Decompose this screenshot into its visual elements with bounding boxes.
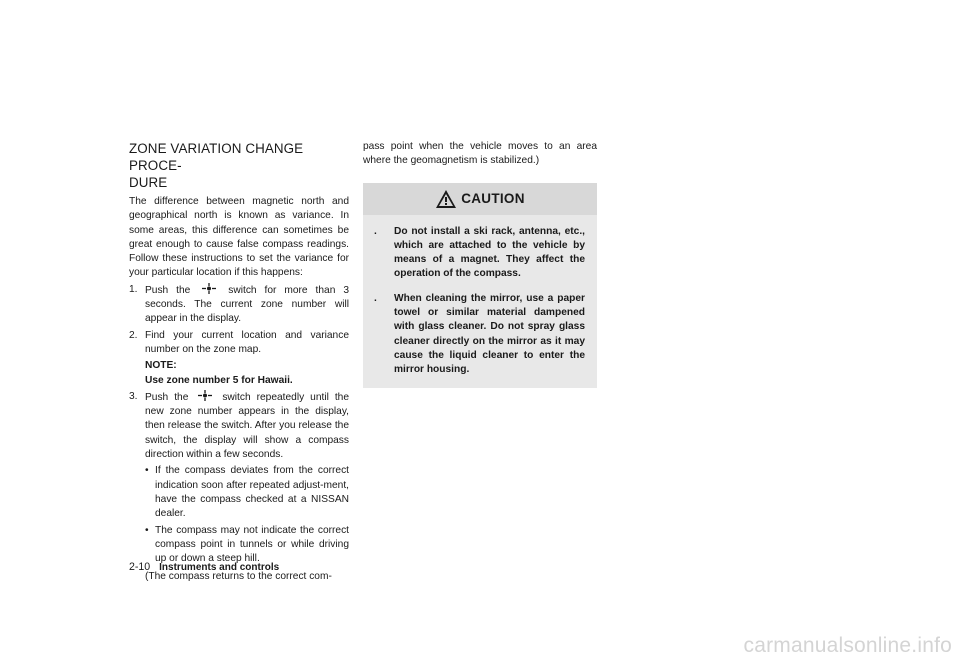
right-column <box>363 140 597 388</box>
step-text-before: Push the <box>145 391 189 403</box>
bullet-text: If the compass deviates from the correct indication soon after repeated adjust-ment, have the compass checked at a NISSAN dealer. <box>155 465 349 520</box>
step-text-before: Push the <box>145 284 191 296</box>
caution-bullet: . <box>374 225 377 237</box>
bullet-dot: • <box>145 524 149 536</box>
caution-header <box>363 183 597 215</box>
page-number: 2-10 <box>129 561 151 573</box>
step-number: 1. <box>129 283 138 295</box>
page-footer <box>129 561 279 573</box>
left-column <box>129 140 349 585</box>
step-text-after: switch for more than 3 seconds. The current zone number will appear in the display. <box>145 284 349 325</box>
step-2 <box>129 329 349 358</box>
bullet-item <box>145 524 349 567</box>
bullet-dot: • <box>145 465 149 477</box>
step-3 <box>129 390 349 462</box>
bullet-text: The compass may not indicate the correct compass point in tunnels or while driving up or down a steep hill. <box>155 524 349 565</box>
caution-item <box>374 225 585 282</box>
bullet-item <box>145 464 349 521</box>
caution-box <box>363 183 597 388</box>
step-text <box>145 390 349 462</box>
section-title-line1: ZONE VARIATION CHANGE PROCE- <box>129 141 304 173</box>
warning-triangle-icon <box>435 189 457 209</box>
step-text <box>145 283 349 327</box>
paren-note-end: pass point when the vehicle moves to an area where the geomagnetism is stabilized.) <box>363 141 597 167</box>
paren-note-start: (The compass returns to the correct com- <box>145 571 332 583</box>
step-text-after: switch repeatedly until the new zone number appears in the display, then release the switch. After you release the switch, the display will show a compass direction within a few seconds. <box>145 391 349 461</box>
note-text: Use zone number 5 for Hawaii. <box>145 374 293 386</box>
compass-switch-icon <box>197 390 213 401</box>
step-1 <box>129 283 349 327</box>
watermark: carmanualsonline.info <box>743 634 952 657</box>
caution-item <box>374 292 585 378</box>
footer-section-name: Instruments and controls <box>159 562 280 573</box>
caution-text: When cleaning the mirror, use a paper towel or similar material dampened with glass cleaner. Do not spray glass cleaner directly on the mirror as it may cause the liquid cleaner to enter the mirror housing. <box>394 292 585 376</box>
section-title-line2: DURE <box>129 175 168 190</box>
section-title <box>129 140 349 191</box>
note-label: NOTE: <box>145 360 177 372</box>
caution-text: Do not install a ski rack, antenna, etc., which are attached to the vehicle by means of a magnet. They affect the operation of the compass. <box>394 225 585 280</box>
compass-switch-icon <box>201 283 217 294</box>
step-text: Find your current location and variance number on the zone map. <box>145 329 349 355</box>
intro-paragraph: The difference between magnetic north and geographical north is known as variance. In some areas, this difference can sometimes be great enough to cause false compass readings. Follow these instructions to set the variance for your particular location if this happens: <box>129 196 349 279</box>
step-number: 2. <box>129 329 138 341</box>
step-number: 3. <box>129 390 138 402</box>
caution-heading: CAUTION <box>461 191 525 207</box>
caution-bullet: . <box>374 292 377 304</box>
